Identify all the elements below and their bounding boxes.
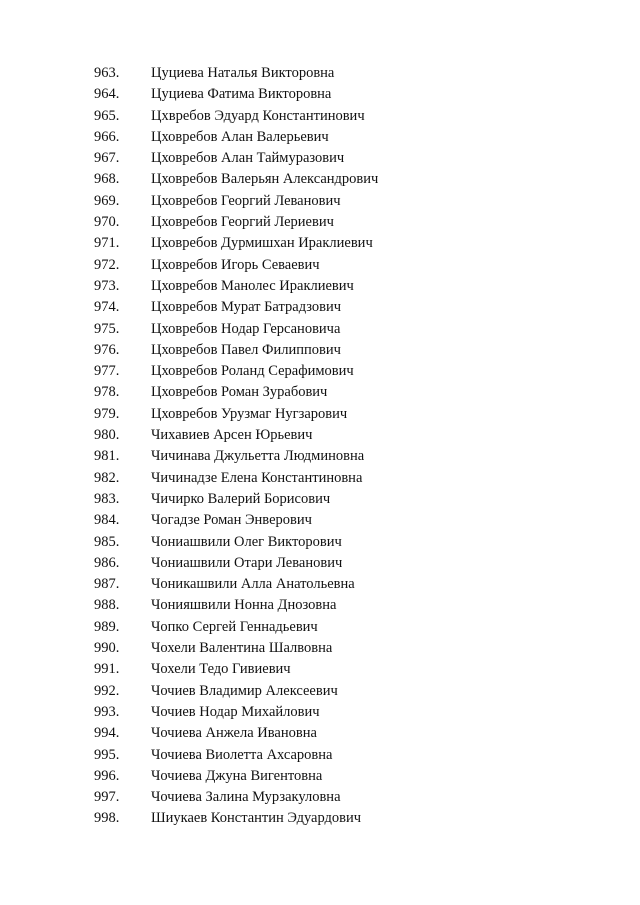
entry-name: Цховребов Георгий Леванович (151, 192, 341, 209)
list-item (0, 553, 640, 574)
entry-number: 991. (94, 661, 120, 678)
entry-name: Цховребов Урузмаг Нугзарович (151, 405, 348, 422)
entry-number: 965. (94, 107, 120, 124)
entry-number: 985. (94, 533, 120, 550)
list-item (0, 148, 640, 169)
entry-name: Чохели Валентина Шалвовна (151, 640, 333, 657)
list-item (0, 84, 640, 105)
list-item (0, 319, 640, 340)
entry-number: 993. (94, 703, 120, 720)
list-item (0, 787, 640, 808)
list-item (0, 510, 640, 531)
list-item (0, 638, 640, 659)
entry-name: Чочиева Залина Мурзакуловна (151, 789, 341, 806)
entry-name: Чопко Сергей Геннадьевич (151, 618, 318, 635)
list-item (0, 382, 640, 403)
list-item (0, 574, 640, 595)
list-item (0, 808, 640, 829)
list-item (0, 63, 640, 84)
entry-number: 989. (94, 618, 120, 635)
list-item (0, 681, 640, 702)
entry-number: 975. (94, 320, 120, 337)
list-item (0, 468, 640, 489)
entry-number: 995. (94, 746, 120, 763)
entry-number: 978. (94, 384, 120, 401)
list-item (0, 745, 640, 766)
list-item (0, 106, 640, 127)
entry-name: Цховребов Игорь Севаевич (151, 256, 320, 273)
entry-name: Чогадзе Роман Энверович (151, 512, 312, 529)
entry-number: 980. (94, 427, 120, 444)
entry-name: Цховребов Павел Филиппович (151, 341, 341, 358)
entry-name: Цховребов Алан Валерьевич (151, 128, 329, 145)
list-item (0, 340, 640, 361)
entry-number: 974. (94, 299, 120, 316)
entry-number: 982. (94, 469, 120, 486)
entry-name: Чониашвили Олег Викторович (151, 533, 342, 550)
entry-name: Цховребов Георгий Лериевич (151, 214, 334, 231)
entry-name: Чохели Тедо Гивиевич (151, 661, 291, 678)
entry-name: Цховребов Валерьян Александрович (151, 171, 379, 188)
entry-name: Чичинава Джульетта Людминовна (151, 448, 365, 465)
entry-number: 988. (94, 597, 120, 614)
list-item (0, 191, 640, 212)
entry-name: Чочиева Анжела Ивановна (151, 725, 317, 742)
name-list (0, 63, 640, 830)
list-item (0, 659, 640, 680)
entry-number: 968. (94, 171, 120, 188)
list-item (0, 425, 640, 446)
list-item (0, 617, 640, 638)
entry-number: 996. (94, 767, 120, 784)
entry-number: 990. (94, 640, 120, 657)
list-item (0, 702, 640, 723)
entry-number: 973. (94, 277, 120, 294)
entry-name: Чочиева Виолетта Ахсаровна (151, 746, 333, 763)
entry-number: 972. (94, 256, 120, 273)
entry-number: 966. (94, 128, 120, 145)
entry-number: 998. (94, 810, 120, 827)
entry-name: Чичирко Валерий Борисович (151, 490, 331, 507)
entry-number: 994. (94, 725, 120, 742)
list-item (0, 723, 640, 744)
entry-number: 986. (94, 554, 120, 571)
list-item (0, 595, 640, 616)
list-item (0, 212, 640, 233)
list-item (0, 361, 640, 382)
entry-number: 967. (94, 150, 120, 167)
list-item (0, 127, 640, 148)
entry-number: 983. (94, 490, 120, 507)
entry-number: 969. (94, 192, 120, 209)
list-item (0, 233, 640, 254)
list-item (0, 532, 640, 553)
entry-name: Чихавиев Арсен Юрьевич (151, 427, 313, 444)
entry-name: Чонияшвили Нонна Днозовна (151, 597, 337, 614)
list-item (0, 489, 640, 510)
entry-number: 976. (94, 341, 120, 358)
entry-number: 984. (94, 512, 120, 529)
list-item (0, 446, 640, 467)
entry-name: Чоникашвили Алла Анатольевна (151, 576, 355, 593)
entry-name: Цуциева Наталья Викторовна (151, 65, 335, 81)
entry-number: 970. (94, 214, 120, 231)
entry-number: 971. (94, 235, 120, 252)
entry-name: Цховребов Алан Таймуразович (151, 150, 345, 167)
entry-name: Цховребов Нодар Герсановича (151, 320, 341, 337)
entry-name: Чочиев Владимир Алексеевич (151, 682, 338, 699)
entry-name: Чочиева Джуна Вигентовна (151, 767, 323, 784)
entry-number: 987. (94, 576, 120, 593)
entry-number: 992. (94, 682, 120, 699)
entry-number: 977. (94, 363, 120, 380)
list-item (0, 297, 640, 318)
entry-number: 979. (94, 405, 120, 422)
list-item (0, 276, 640, 297)
entry-number: 981. (94, 448, 120, 465)
entry-name: Цуциева Фатима Викторовна (151, 86, 332, 103)
entry-name: Цховребов Дурмишхан Ираклиевич (151, 235, 373, 252)
list-item (0, 169, 640, 190)
entry-name: Цховребов Мурат Батрадзович (151, 299, 342, 316)
entry-name: Цховребов Манолес Ираклиевич (151, 277, 354, 294)
entry-number: 963. (94, 65, 120, 81)
entry-name: Цховребов Роман Зурабович (151, 384, 328, 401)
entry-number: 997. (94, 789, 120, 806)
entry-name: Цховребов Роланд Серафимович (151, 363, 354, 380)
entry-name: Чичинадзе Елена Константиновна (151, 469, 363, 486)
entry-name: Чочиев Нодар Михайлович (151, 703, 320, 720)
list-item (0, 766, 640, 787)
entry-name: Шиукаев Константин Эдуардович (151, 810, 362, 827)
entry-name: Чониашвили Отари Леванович (151, 554, 343, 571)
entry-number: 964. (94, 86, 120, 103)
entry-name: Цхвребов Эдуард Константинович (151, 107, 365, 124)
list-item (0, 255, 640, 276)
list-item (0, 404, 640, 425)
